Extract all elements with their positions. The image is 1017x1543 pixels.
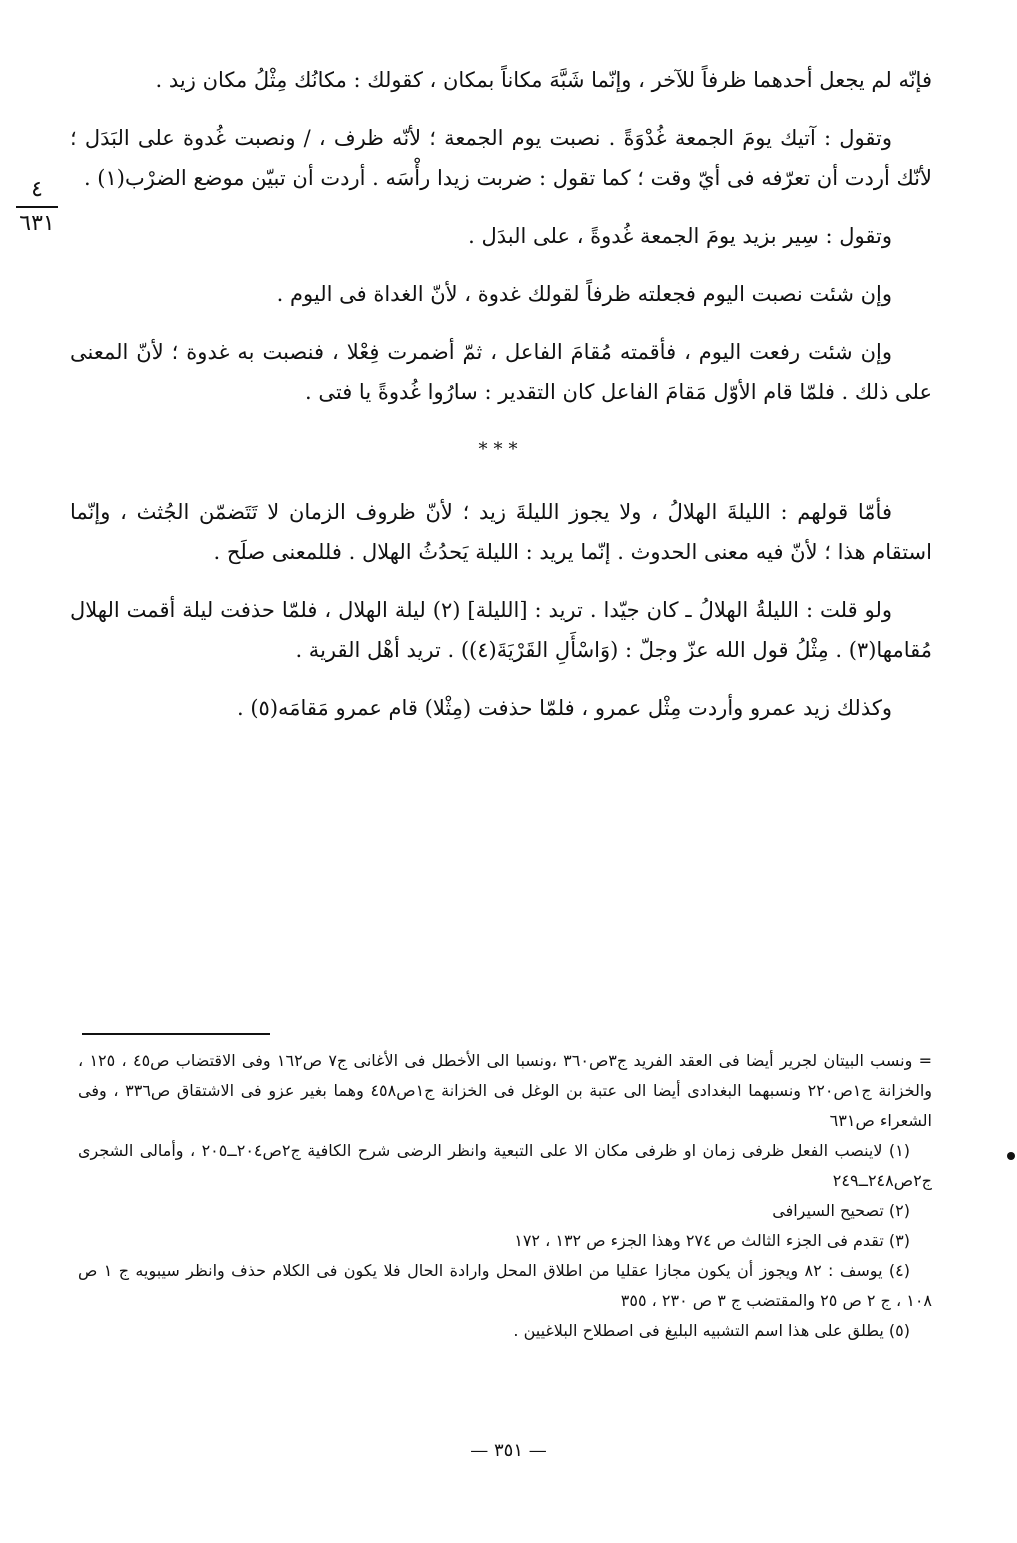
- margin-original-page-number: ٦٣١: [19, 211, 55, 236]
- paragraph: وتقول : آتيك يومَ الجمعة غُدْوَةً . نصبت يوم الجمعة ؛ لأنّه ظرف ، / ونصبت غُدوة على البَدَل ؛ لأنّك أردت أن تعرّفه فى أيّ وقت ؛ كما تقول : ضربت زيدا رأْسَه . أردت أن تبيّن موضع الضرْب(١) .: [70, 126, 932, 190]
- footnote-3: (٣) تقدم فى الجزء الثالث ص ٢٧٤ وهذا الجزء ص ١٣٢ ، ١٧٢: [514, 1231, 910, 1250]
- footnote-separator: [82, 1033, 270, 1035]
- paragraph: فأمّا قولهم : الليلةَ الهلالُ ، ولا يجوز الليلةَ زيد ؛ لأنّ ظروف الزمان لا تَتَضمّن الجُثث ، وإنّما استقام هذا ؛ لأنّ فيه معنى الحدوث . إنّما يريد : الليلة يَحدُثُ الهلال . فللمعنى صلَح .: [70, 500, 932, 564]
- footnote-2: (٢) تصحيح السيرافى: [772, 1201, 910, 1220]
- footnote-continued: = ونسب البيتان لجرير أيضا فى العقد الفريد ج٣ص٣٦٠ ،ونسبا الى الأخطل فى الأغانى ج٧ ص١٦٢ وفى الاقتضاب ص٤٥ ، ١٢٥ ، والخزانة ج١ص٢٢٠ ونسبهما البغدادى أيضا الى عتبة بن الوغل فى الخزانة ج١ص٤٥٨ وهما بغير عزو فى الاشتقاق ص٣٣٦ ، وفى الشعراء ص٦٣١: [78, 1051, 933, 1130]
- margin-divider: [16, 206, 58, 208]
- footnotes: [78, 1046, 932, 1346]
- margin-page-reference: [12, 176, 62, 238]
- paragraph: وكذلك زيد عمرو وأردت مِثْل عمرو ، فلمّا حذفت (مِثْلا) قام عمرو مَقامَه(٥) .: [236, 696, 892, 720]
- page-number: — ٣٥١ —: [470, 1440, 547, 1461]
- scan-mark: [1007, 1152, 1015, 1160]
- main-text: [70, 60, 932, 746]
- footnote-4: (٤) يوسف : ٨٢ ويجوز أن يكون مجازا عقليا من اطلاق المحل وارادة الحال فلا يكون فى الكلام حذف وانظر سيبويه ج ١ ص ١٠٨ ، ج ٢ ص ٢٥ والمقتضب ج ٣ ص ٢٣٠ ، ٣٥٥: [78, 1261, 932, 1310]
- footnote-5: (٥) يطلق على هذا اسم التشبيه البليغ فى اصطلاح البلاغيين .: [513, 1321, 910, 1340]
- margin-volume-number: ٤: [31, 177, 43, 202]
- paragraph: وإن شئت نصبت اليوم فجعلته ظرفاً لقولك غدوة ، لأنّ الغداة فى اليوم .: [276, 282, 892, 306]
- footnote-1: (١) لاينصب الفعل ظرفى زمان او ظرفى مكان الا على التبعية وانظر الرضى شرح الكافية ج٢ص٢٠٤ــ٢٠٥ ، وأمالى الشجرى ج٢ص٢٤٨ــ٢٤٩: [78, 1141, 932, 1190]
- paragraph: وتقول : سِير بزيد يومَ الجمعة غُدوةً ، على البدَل .: [468, 224, 892, 248]
- paragraph: وإن شئت رفعت اليوم ، فأقمته مُقامَ الفاعل ، ثمّ أضمرت فِعْلا ، فنصبت به غدوة ؛ لأنّ المعنى على ذلك . فلمّا قام الأوّل مَقامَ الفاعل كان التقدير : سارُوا غُدوةً يا فتى .: [70, 340, 932, 404]
- paragraph: فإنّه لم يجعل أحدهما ظرفاً للآخر ، وإنّما شَبَّهَ مكاناً بمكان ، كقولك : مكانُك مِثْلُ مكان زيد .: [155, 68, 932, 92]
- section-separator: ***: [478, 439, 524, 460]
- paragraph: ولو قلت : الليلةُ الهلالُ ـ كان جيّدا . تريد : [الليلة] (٢) ليلة الهلال ، فلمّا حذفت ليلة أقمت الهلال مُقامها(٣) . مِثْلُ قول الله عزّ وجلّ : (وَاسْأَلِ القَرْيَةَ(٤)) . تريد أهْل القرية .: [70, 598, 932, 662]
